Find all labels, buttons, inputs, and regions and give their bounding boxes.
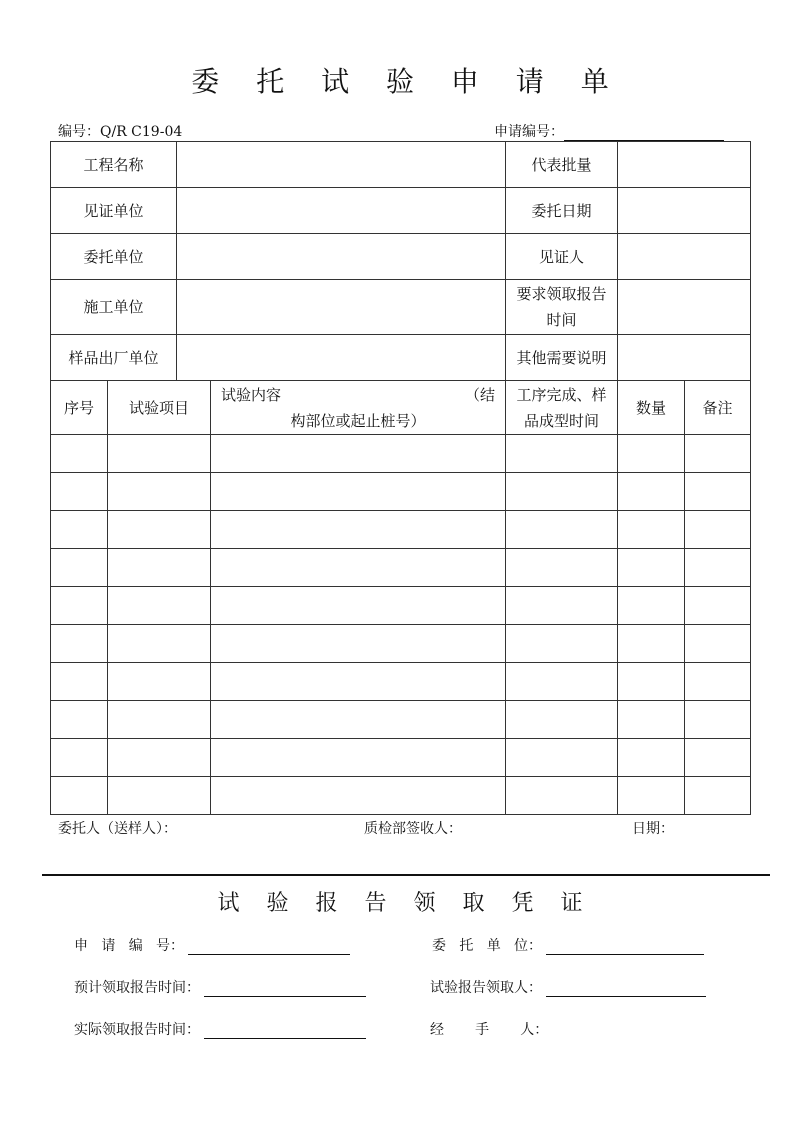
seq-header: 序号 [51,381,108,435]
seq-cell[interactable] [51,701,108,739]
info-row [51,188,751,234]
content-cell[interactable] [211,473,506,511]
item-cell[interactable] [108,777,211,815]
qty-cell[interactable] [618,701,685,739]
qc-signature-label: 质检部签收人： [364,821,462,837]
report-time-cell[interactable] [618,280,751,335]
content-cell[interactable] [211,701,506,739]
content-cell[interactable] [211,625,506,663]
qty-header: 数量 [618,381,685,435]
seq-cell[interactable] [51,473,108,511]
project-name-cell[interactable] [177,142,506,188]
qty-cell[interactable] [618,587,685,625]
note-cell[interactable] [685,587,751,625]
receipt-actual-time-field[interactable] [74,1019,366,1039]
content-cell[interactable] [211,549,506,587]
process-time-cell[interactable] [506,777,618,815]
qty-cell[interactable] [618,473,685,511]
client-unit-cell[interactable] [177,234,506,280]
seq-cell[interactable] [51,777,108,815]
note-cell[interactable] [685,663,751,701]
process-time-cell[interactable] [506,473,618,511]
item-cell[interactable] [108,549,211,587]
note-header: 备注 [685,381,751,435]
table-row [51,473,751,511]
request-table [50,141,751,815]
content-cell[interactable] [211,739,506,777]
item-cell[interactable] [108,511,211,549]
item-cell[interactable] [108,435,211,473]
content-cell[interactable] [211,587,506,625]
receipt-est-time-line[interactable] [204,983,366,997]
info-row [51,234,751,280]
qty-cell[interactable] [618,777,685,815]
project-name-label: 工程名称 [51,142,177,188]
process-time-cell[interactable] [506,625,618,663]
witness-unit-cell[interactable] [177,188,506,234]
process-time-cell[interactable] [506,701,618,739]
content-header-b: （结 [465,385,496,404]
item-header: 试验项目 [108,381,211,435]
note-cell[interactable] [685,549,751,587]
qty-cell[interactable] [618,739,685,777]
note-cell[interactable] [685,739,751,777]
report-time-label-line1: 要求领取报告 [516,285,607,303]
receipt-app-no-label: 申 请 编 号： [74,938,185,954]
witness-unit-label: 见证单位 [51,188,177,234]
process-time-cell[interactable] [506,435,618,473]
qty-cell[interactable] [618,663,685,701]
seq-cell[interactable] [51,663,108,701]
seq-cell[interactable] [51,739,108,777]
receipt-client-unit-line[interactable] [546,941,704,955]
batch-cell[interactable] [618,142,751,188]
receipt-app-no-field[interactable] [74,935,350,955]
receipt-actual-time-line[interactable] [204,1025,366,1039]
content-cell[interactable] [211,663,506,701]
manufacturer-label: 样品出厂单位 [51,335,177,381]
item-cell[interactable] [108,739,211,777]
item-cell[interactable] [108,587,211,625]
qty-cell[interactable] [618,511,685,549]
seq-cell[interactable] [51,587,108,625]
construction-unit-cell[interactable] [177,280,506,335]
client-unit-label: 委托单位 [51,234,177,280]
note-cell[interactable] [685,435,751,473]
receipt-receiver-label: 试验报告领取人： [430,980,542,996]
report-time-label [506,280,618,335]
application-number-label: 申请编号： [494,124,564,140]
witness-label: 见证人 [506,234,618,280]
other-notes-label: 其他需要说明 [506,335,618,381]
table-row [51,777,751,815]
application-number-field[interactable] [494,121,724,141]
receipt-receiver-field[interactable] [430,977,706,997]
manufacturer-cell[interactable] [177,335,506,381]
note-cell[interactable] [685,701,751,739]
note-cell[interactable] [685,625,751,663]
receipt-client-unit-label: 委 托 单 位： [432,938,543,954]
process-header-line2: 品成型时间 [524,411,600,430]
seq-cell[interactable] [51,549,108,587]
info-row [51,280,751,335]
info-row [51,335,751,381]
process-time-cell[interactable] [506,663,618,701]
seq-cell[interactable] [51,511,108,549]
note-cell[interactable] [685,511,751,549]
item-cell[interactable] [108,625,211,663]
request-date-cell[interactable] [618,188,751,234]
table-row [51,435,751,473]
request-date-label: 委托日期 [506,188,618,234]
content-header-a: 试验内容 [221,385,282,404]
note-cell[interactable] [685,777,751,815]
table-row [51,625,751,663]
receipt-actual-time-label: 实际领取报告时间： [74,1022,200,1038]
item-cell[interactable] [108,473,211,511]
item-cell[interactable] [108,701,211,739]
process-time-cell[interactable] [506,549,618,587]
receipt-client-unit-field[interactable] [432,935,704,955]
content-cell[interactable] [211,511,506,549]
process-time-cell[interactable] [506,739,618,777]
item-cell[interactable] [108,663,211,701]
form-code: 编号：Q/R C19-04 [58,124,183,140]
process-time-cell[interactable] [506,511,618,549]
seq-cell[interactable] [51,625,108,663]
client-signature-label: 委托人（送样人）： [58,821,177,837]
receipt-handler-label: 经 手 人： [430,1022,549,1038]
section-divider [42,874,770,876]
table-row [51,739,751,777]
date-signature-label: 日期： [632,821,674,837]
receipt-receiver-line[interactable] [546,983,706,997]
table-header-row [51,381,751,435]
table-row [51,587,751,625]
process-header-line1: 工序完成、样 [516,385,607,404]
other-notes-cell[interactable] [618,335,751,381]
receipt-title: 试 验 报 告 领 取 凭 证 [217,891,593,916]
application-number-line[interactable] [564,127,724,141]
content-cell[interactable] [211,435,506,473]
witness-cell[interactable] [618,234,751,280]
qty-cell[interactable] [618,625,685,663]
form-title: 委 托 试 验 申 请 单 [191,65,623,98]
qty-cell[interactable] [618,549,685,587]
content-cell[interactable] [211,777,506,815]
batch-label: 代表批量 [506,142,618,188]
item-rows [51,435,751,815]
process-time-header [506,381,618,435]
report-time-label-line2: 时间 [546,311,577,329]
receipt-est-time-field[interactable] [74,977,366,997]
content-header-c: 构部位或起止桩号） [290,411,426,430]
qty-cell[interactable] [618,435,685,473]
table-row [51,663,751,701]
receipt-handler-field [430,1019,548,1039]
info-row [51,142,751,188]
table-row [51,701,751,739]
table-row [51,511,751,549]
table-row [51,549,751,587]
note-cell[interactable] [685,473,751,511]
content-header [211,381,506,435]
receipt-app-no-line[interactable] [188,941,350,955]
seq-cell[interactable] [51,435,108,473]
construction-unit-label: 施工单位 [51,280,177,335]
process-time-cell[interactable] [506,587,618,625]
receipt-est-time-label: 预计领取报告时间： [74,980,200,996]
